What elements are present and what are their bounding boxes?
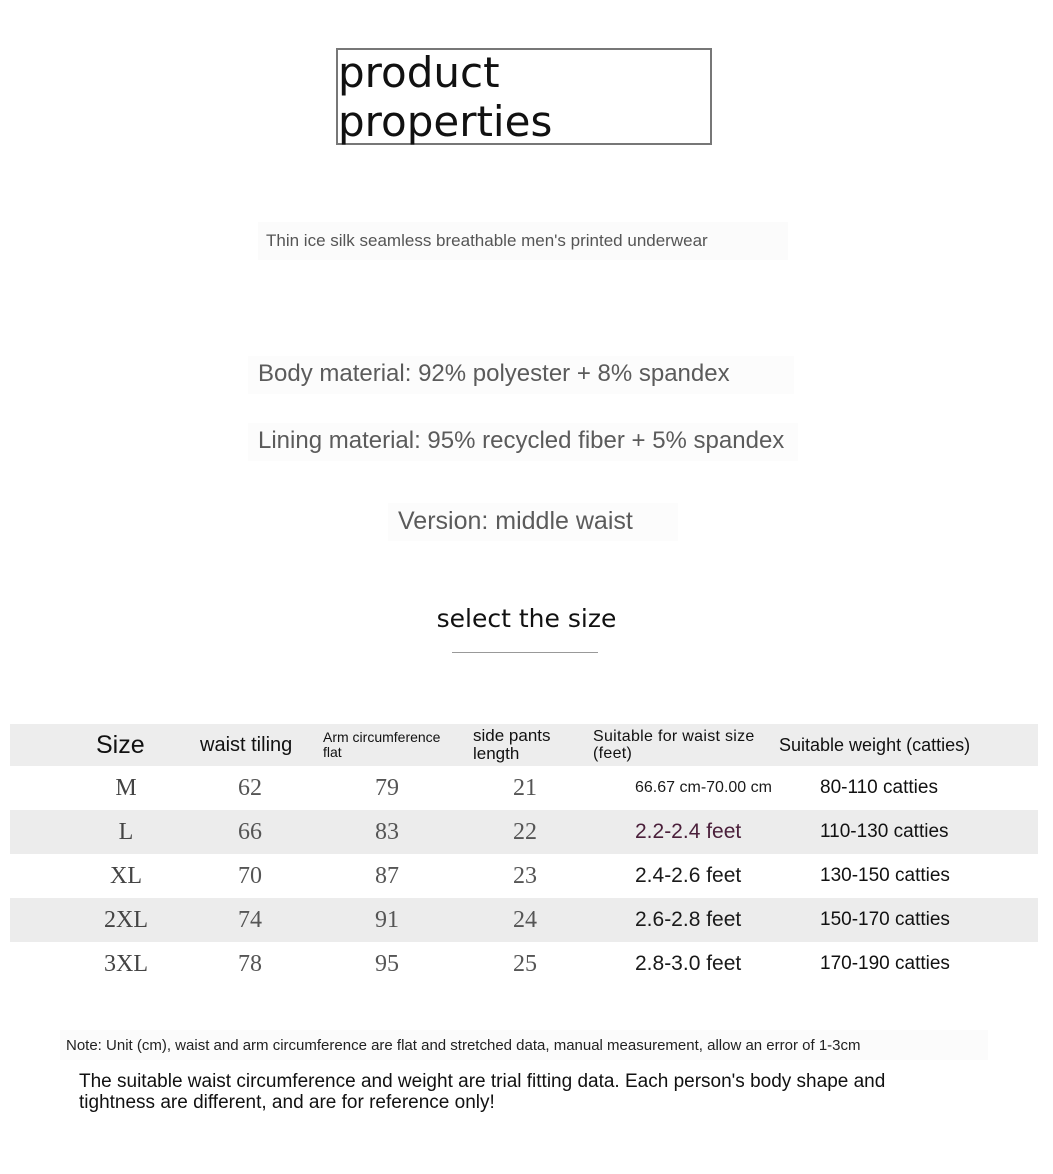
size-section-title: select the size bbox=[436, 604, 617, 633]
cell-fit: 66.67 cm-70.00 cm bbox=[635, 779, 772, 796]
header-fit-waist: Suitable for waist size (feet) bbox=[593, 728, 755, 762]
cell-waist: 78 bbox=[238, 950, 262, 977]
cell-fit: 2.2-2.4 feet bbox=[635, 820, 742, 843]
cell-weight: 170-190 catties bbox=[820, 953, 950, 974]
size-table bbox=[10, 724, 1038, 986]
cell-weight: 80-110 catties bbox=[820, 777, 938, 798]
cell-arm: 91 bbox=[375, 906, 399, 933]
cell-side: 22 bbox=[513, 818, 537, 845]
cell-arm: 95 bbox=[375, 950, 399, 977]
cell-weight: 110-130 catties bbox=[820, 821, 949, 842]
cell-waist: 70 bbox=[238, 862, 262, 889]
table-row bbox=[10, 898, 1038, 942]
page-title: product properties bbox=[336, 48, 712, 145]
cell-waist: 62 bbox=[238, 774, 262, 801]
cell-size: L bbox=[118, 818, 134, 845]
lining-material: Lining material: 95% recycled fiber + 5% spandex bbox=[248, 423, 798, 461]
section-divider bbox=[452, 652, 598, 653]
cell-waist: 66 bbox=[238, 818, 262, 845]
table-row bbox=[10, 854, 1038, 898]
header-side-length: side pants length bbox=[473, 726, 551, 763]
cell-weight: 130-150 catties bbox=[820, 865, 950, 886]
cell-size: XL bbox=[110, 862, 142, 889]
cell-waist: 74 bbox=[238, 906, 262, 933]
measurement-note: Note: Unit (cm), waist and arm circumference are flat and stretched data, manual measurement, allow an error of 1-3cm bbox=[60, 1030, 988, 1060]
disclaimer: The suitable waist circumference and weight are trial fitting data. Each person's body shape and tightness are different, and are for reference only! bbox=[79, 1071, 886, 1113]
body-material: Body material: 92% polyester + 8% spandex bbox=[248, 356, 794, 394]
header-arm: Arm circumference flat bbox=[323, 729, 441, 760]
cell-fit: 2.4-2.6 feet bbox=[635, 864, 742, 887]
cell-fit: 2.6-2.8 feet bbox=[635, 908, 742, 931]
header-weight: Suitable weight (catties) bbox=[779, 734, 971, 755]
cell-side: 23 bbox=[513, 862, 537, 889]
table-row bbox=[10, 766, 1038, 810]
table-header-row bbox=[10, 724, 1038, 766]
cell-side: 25 bbox=[513, 950, 537, 977]
header-waist: waist tiling bbox=[200, 733, 293, 756]
cell-side: 24 bbox=[513, 906, 537, 933]
cell-size: 3XL bbox=[104, 950, 148, 977]
cell-arm: 83 bbox=[375, 818, 399, 845]
cell-arm: 79 bbox=[375, 774, 399, 801]
cell-side: 21 bbox=[513, 774, 537, 801]
table-row bbox=[10, 942, 1038, 986]
cell-arm: 87 bbox=[375, 862, 399, 889]
cell-size: 2XL bbox=[104, 906, 148, 933]
table-row bbox=[10, 810, 1038, 854]
cell-weight: 150-170 catties bbox=[820, 909, 950, 930]
cell-fit: 2.8-3.0 feet bbox=[635, 952, 742, 975]
cell-size: M bbox=[115, 774, 137, 801]
product-subtitle: Thin ice silk seamless breathable men's printed underwear bbox=[258, 222, 788, 260]
version: Version: middle waist bbox=[388, 503, 678, 541]
header-size: Size bbox=[96, 730, 145, 759]
